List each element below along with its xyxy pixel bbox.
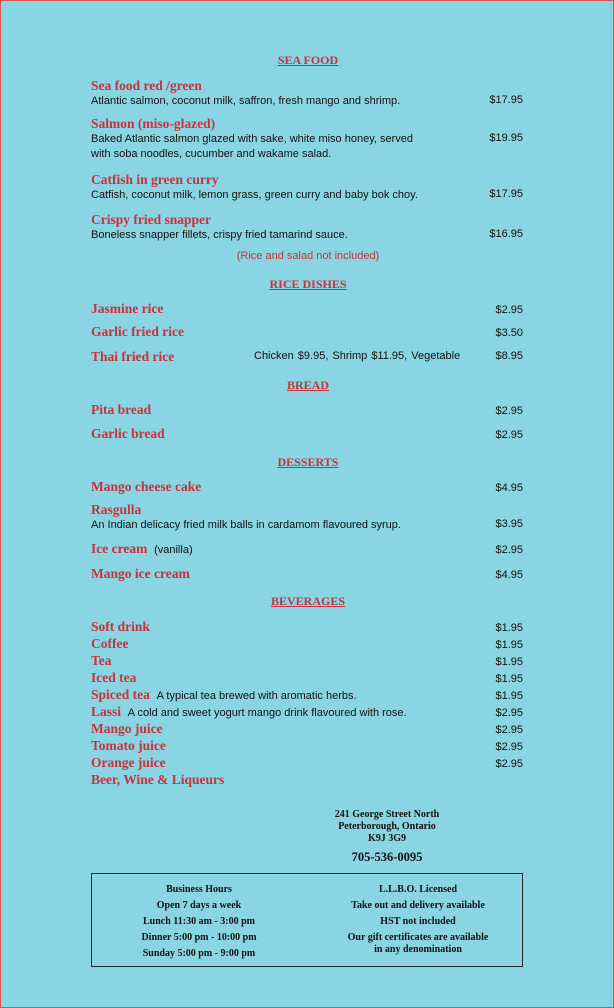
item-name: Orange juice [91,755,166,770]
item-price: $2.95 [495,544,523,556]
menu-item [91,502,523,533]
item-name: Garlic fried rice [91,324,184,339]
hours-line: Lunch 11:30 am - 3:00 pm [143,916,255,927]
sea-food-note: (Rice and salad not included) [236,250,380,262]
item-price: $3.95 [495,518,523,530]
menu-item [91,78,523,109]
info-box [91,873,523,967]
item-description: Catfish, coconut milk, lemon grass, green curry and baby bok choy. [91,189,418,201]
item-price: $2.95 [495,758,523,770]
item-name: Mango cheese cake [91,479,202,494]
address-line: K9J 3G9 [367,833,407,844]
service-info [314,882,522,956]
item-name: Thai fried rice [91,349,175,364]
address-line: Peterborough, Ontario [338,821,436,832]
phone-number: 705-536-0095 [351,850,423,864]
address-line: 241 George Street North [334,809,440,820]
section-heading-sea-food: SEA FOOD [277,53,339,67]
item-price: $3.50 [495,327,523,339]
item-price: $1.95 [495,639,523,651]
item-price: $2.95 [495,405,523,417]
menu-item [91,636,523,652]
menu-item [91,721,523,737]
item-price: $2.95 [495,304,523,316]
item-price: $4.95 [495,569,523,581]
item-name: Rasgulla [91,502,142,517]
address-block [291,809,483,845]
menu-item [91,653,523,669]
item-price: $2.95 [495,741,523,753]
item-price: $17.95 [489,188,523,200]
menu-item [91,479,523,495]
info-line: Our gift certificates are available [347,932,489,943]
menu-item [91,772,523,788]
item-name: Crispy fried snapper [91,212,212,227]
menu-item [91,116,523,162]
menu-item [91,704,523,721]
menu-item [91,755,523,771]
item-name: Beer, Wine & Liqueurs [91,772,225,787]
item-name: Tea [91,653,112,668]
item-name: Sea food red /green [91,78,202,93]
item-price: $17.95 [489,94,523,106]
menu-item [91,687,523,704]
item-name: Salmon (miso-glazed) [91,116,216,131]
menu-item [91,566,523,582]
item-price: $19.95 [489,132,523,144]
menu-item [91,301,523,317]
menu-item [91,212,523,243]
info-line: HST not included [380,916,456,927]
item-price: $2.95 [495,707,523,719]
hours-line: Sunday 5:00 pm - 9:00 pm [142,948,256,959]
section-heading-bread: BREAD [286,378,329,392]
section-heading-rice-dishes: RICE DISHES [269,277,347,291]
menu-item [91,541,523,558]
item-price: $16.95 [489,228,523,240]
item-description: Boneless snapper fillets, crispy fried tamarind sauce. [91,229,348,241]
business-hours-title: Business Hours [166,884,232,895]
menu-item [91,426,523,442]
item-name: Spiced tea [91,687,150,702]
item-price: $2.95 [495,724,523,736]
item-price: $1.95 [495,673,523,685]
hours-line: Dinner 5:00 pm - 10:00 pm [141,932,257,943]
item-price: $1.95 [495,622,523,634]
license-title: L.L.B.O. Licensed [378,884,458,895]
item-name: Ice cream [91,541,148,556]
menu-item [91,670,523,686]
item-name: Catfish in green curry [91,172,219,187]
item-name: Pita bread [91,402,152,417]
item-name: Lassi [91,704,122,719]
item-price: $4.95 [495,482,523,494]
item-name: Tomato juice [91,738,166,753]
item-price: $1.95 [495,690,523,702]
item-description: Atlantic salmon, coconut milk, saffron, fresh mango and shrimp. [91,95,401,107]
item-name: Mango ice cream [91,566,190,581]
item-note: (vanilla) [154,544,193,556]
menu-item [91,172,523,203]
item-price: $1.95 [495,656,523,668]
item-price: $8.95 [495,350,523,362]
item-description: An Indian delicacy fried milk balls in cardamom flavoured syrup. [91,519,401,531]
item-name: Garlic bread [91,426,165,441]
section-heading-beverages: BEVERAGES [270,594,346,608]
info-line: in any denomination [374,944,462,955]
section-heading-desserts: DESSERTS [277,455,339,469]
menu-item [91,619,523,635]
item-name: Iced tea [91,670,137,685]
info-line: Take out and delivery available [351,900,485,911]
business-hours [92,882,306,962]
item-name: Jasmine rice [91,301,164,316]
hours-line: Open 7 days a week [156,900,242,911]
menu-item [91,738,523,754]
menu-item [91,402,523,418]
item-description: Baked Atlantic salmon glazed with sake, white miso honey, served with soba noodles, cucumber and wakame salad. [91,133,414,160]
item-name: Coffee [91,636,129,651]
thai-fried-rice-options: Chicken $9.95, Shrimp $11.95, Vegetable [254,350,461,362]
item-note: A typical tea brewed with aromatic herbs. [156,690,357,702]
menu-item [91,324,523,340]
item-note: A cold and sweet yogurt mango drink flavoured with rose. [127,707,407,719]
item-name: Soft drink [91,619,150,634]
item-name: Mango juice [91,721,163,736]
item-price: $2.95 [495,429,523,441]
